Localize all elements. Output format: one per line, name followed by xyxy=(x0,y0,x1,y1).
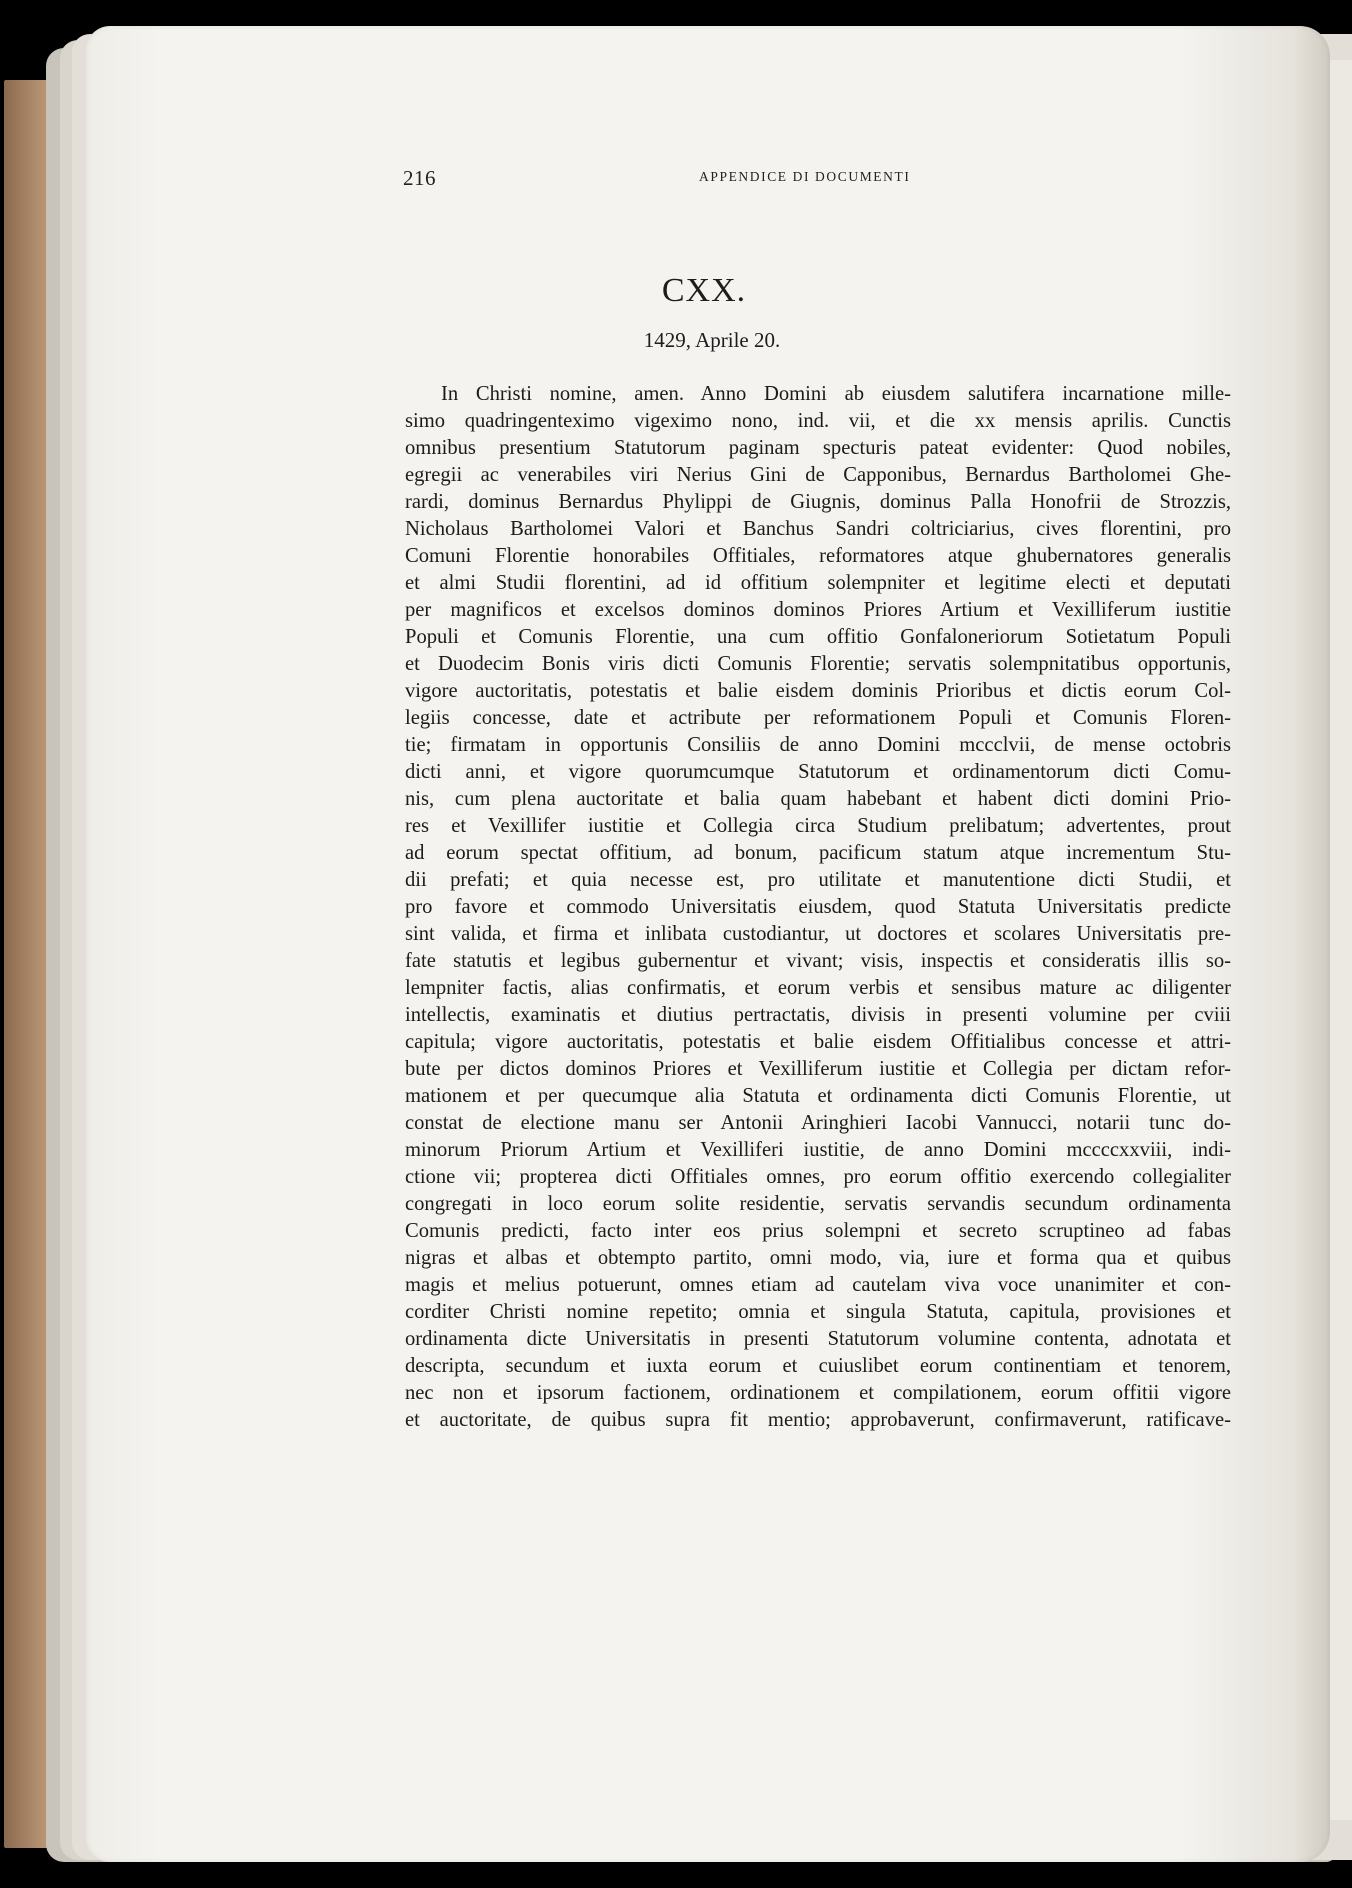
text-line: Populi et Comunis Florentie, una cum offitio Gonfaloneriorum Sotietatum Populi xyxy=(405,626,1231,648)
text-line: nis, cum plena auctoritate et balia quam habebant et habent dicti domini Prio- xyxy=(405,788,1231,810)
text-line: mationem et per quecumque alia Statuta et ordinamenta dicti Comunis Florentie, ut xyxy=(405,1085,1231,1107)
text-line: ad eorum spectat offitium, ad bonum, pacificum statum atque incrementum Stu- xyxy=(405,842,1231,864)
text-line: minorum Priorum Artium et Vexilliferi iustitie, de anno Domini mccccxxviii, indi- xyxy=(405,1139,1231,1161)
text-line: capitula; vigore auctoritatis, potestatis et balie eisdem Offitialibus concesse et attri- xyxy=(405,1031,1231,1053)
text-line: egregii ac venerabiles viri Nerius Gini de Capponibus, Bernardus Bartholomei Ghe- xyxy=(405,464,1231,486)
text-line: simo quadringenteximo vigeximo nono, ind. vii, et die xx mensis aprilis. Cunctis xyxy=(405,410,1231,432)
text-line: dicti anni, et vigore quorumcumque Statutorum et ordinamentorum dicti Comu- xyxy=(405,761,1231,783)
text-line: magis et melius potuerunt, omnes etiam ad cautelam viva voce unanimiter et con- xyxy=(405,1274,1231,1296)
text-line: per magnificos et excelsos dominos dominos Priores Artium et Vexilliferum iustitie xyxy=(405,599,1231,621)
running-head: APPENDICE DI DOCUMENTI xyxy=(699,169,911,184)
page-number: 216 xyxy=(403,166,436,190)
document-date: 1429, Aprile 20. xyxy=(643,328,781,352)
text-line: In Christi nomine, amen. Anno Domini ab eiusdem salutifera incarnatione mille- xyxy=(441,383,1231,405)
text-line: ctione vii; propterea dicti Offitiales omnes, pro eorum offitio exercendo collegialiter xyxy=(405,1166,1231,1188)
text-line: congregati in loco eorum solite residentie, servatis servandis secundum ordinamenta xyxy=(405,1193,1231,1215)
text-line: omnibus presentium Statutorum paginam specturis pateat evidenter: Quod nobiles, xyxy=(405,437,1231,459)
text-line: et auctoritate, de quibus supra fit mentio; approbaverunt, confirmaverunt, ratificave- xyxy=(405,1409,1231,1431)
text-line: vigore auctoritatis, potestatis et balie eisdem dominis Prioribus et dictis eorum Col- xyxy=(405,680,1231,702)
text-line: constat de electione manu ser Antonii Aringhieri Iacobi Vannucci, notarii tunc do- xyxy=(405,1112,1231,1134)
page-header xyxy=(403,166,939,192)
text-line: rardi, dominus Bernardus Phylippi de Giugnis, dominus Palla Honofrii de Strozzis, xyxy=(405,491,1231,513)
text-line: lempniter factis, alias confirmatis, et eorum verbis et sensibus mature ac diligenter xyxy=(405,977,1231,999)
text-line: fate statutis et legibus gubernentur et vivant; visis, inspectis et consideratis illis so- xyxy=(405,950,1231,972)
text-line: legiis concesse, date et actribute per reformationem Populi et Comunis Floren- xyxy=(405,707,1231,729)
text-line: nec non et ipsorum factionem, ordinationem et compilationem, eorum offitii vigore xyxy=(405,1382,1231,1404)
document-body xyxy=(405,381,1231,1434)
document-number: CXX. xyxy=(661,272,747,309)
text-line: intellectis, examinatis et diutius pertractatis, divisis in presenti volumine per cviii xyxy=(405,1004,1231,1026)
text-line: tie; firmatam in opportunis Consiliis de anno Domini mccclvii, de mense octobris xyxy=(405,734,1231,756)
text-line: corditer Christi nomine repetito; omnia et singula Statuta, capitula, provisiones et xyxy=(405,1301,1231,1323)
text-line: pro favore et commodo Universitatis eiusdem, quod Statuta Universitatis predicte xyxy=(405,896,1231,918)
text-line: bute per dictos dominos Priores et Vexilliferum iustitie et Collegia per dictam refor- xyxy=(405,1058,1231,1080)
text-line: Nicholaus Bartholomei Valori et Banchus Sandri coltriciarius, cives florentini, pro xyxy=(405,518,1231,540)
text-line: ordinamenta dicte Universitatis in presenti Statutorum volumine contenta, adnotata et xyxy=(405,1328,1231,1350)
text-line: Comunis predicti, facto inter eos prius solempni et secreto scruptineo ad fabas xyxy=(405,1220,1231,1242)
text-line: et Duodecim Bonis viris dicti Comunis Florentie; servatis solempnitatibus opportunis, xyxy=(405,653,1231,675)
text-line: Comuni Florentie honorabiles Offitiales, reformatores atque ghubernatores generalis xyxy=(405,545,1231,567)
text-line: dii prefati; et quia necesse est, pro utilitate et manutentione dicti Studii, et xyxy=(405,869,1231,891)
text-line: nigras et albas et obtempto partito, omni modo, via, iure et forma qua et quibus xyxy=(405,1247,1231,1269)
text-line: et almi Studii florentini, ad id offitium solempniter et legitime electi et deputati xyxy=(405,572,1231,594)
text-line: sint valida, et firma et inlibata custodiantur, ut doctores et scolares Universitatis pre- xyxy=(405,923,1231,945)
text-line: res et Vexillifer iustitie et Collegia circa Studium prelibatum; advertentes, prout xyxy=(405,815,1231,837)
text-line: descripta, secundum et iuxta eorum et cuiuslibet eorum continentiam et tenorem, xyxy=(405,1355,1231,1377)
